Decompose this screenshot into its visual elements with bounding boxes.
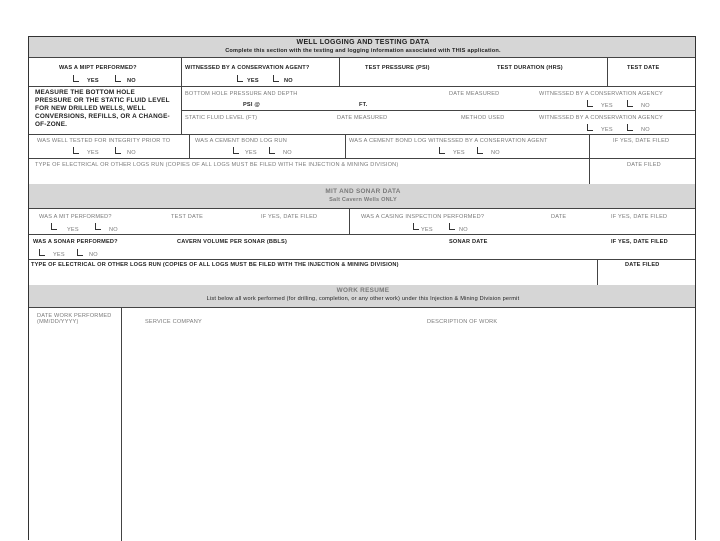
conservation-agency-2-label: WITNESSED BY A CONSERVATION AGENCY <box>539 115 663 121</box>
sonar-question-label: WAS A SONAR PERFORMED? <box>33 239 118 245</box>
sonar-if-yes-label: IF YES, DATE FILED <box>611 239 668 245</box>
mit-yes-checkbox[interactable] <box>51 223 57 230</box>
well-logging-title: WELL LOGGING AND TESTING DATA <box>296 39 430 46</box>
well-logging-subtitle: Complete this section with the testing and logging information associated with THIS application. <box>225 48 501 54</box>
casing-yes-checkbox[interactable] <box>413 223 419 230</box>
integrity-no-checkbox[interactable] <box>115 147 121 154</box>
casing-date-label: DATE <box>551 214 567 220</box>
agency-yes-checkbox[interactable] <box>587 100 593 107</box>
company-col-header: SERVICE COMPANY <box>145 319 202 325</box>
witnessed-yes-label: YES <box>247 78 259 84</box>
bond-yes-label: YES <box>245 150 257 156</box>
cement-no-label: NO <box>491 150 500 156</box>
cement-yes-checkbox[interactable] <box>439 147 445 154</box>
ft-label: FT. <box>359 102 368 108</box>
bond-no-checkbox[interactable] <box>269 147 275 154</box>
sonar-date-label: SONAR DATE <box>449 239 488 245</box>
bond-question-label: WAS A CEMENT BOND LOG RUN <box>195 138 288 144</box>
sonar-yes-label: YES <box>53 252 65 258</box>
mit-yes-label: YES <box>67 227 79 233</box>
casing-yes-label: YES <box>421 227 433 233</box>
mit-logs-run-label: TYPE OF ELECTRICAL OR OTHER LOGS RUN (COPIES OF ALL LOGS MUST BE FILED WITH THE INJECTION & MINING DIVISION) <box>31 262 399 268</box>
sonar-no-checkbox[interactable] <box>77 249 83 256</box>
agency2-no-label: NO <box>641 127 650 133</box>
bond-yes-checkbox[interactable] <box>233 147 239 154</box>
bhp-question-label: MEASURE THE BOTTOM HOLE PRESSURE OR THE STATIC FLUID LEVEL FOR NEW DRILLED WELLS, WELL CONVERSIONS, REFILLS, OR A CHANGE-OF-ZONE. <box>35 89 170 128</box>
cavern-volume-label: CAVERN VOLUME PER SONAR (BBLS) <box>177 239 288 245</box>
agency-yes-label: YES <box>601 103 613 109</box>
casing-if-yes-label: IF YES, DATE FILED <box>611 214 668 220</box>
casing-question-label: WAS A CASING INSPECTION PERFORMED? <box>361 214 485 220</box>
integrity-yes-checkbox[interactable] <box>73 147 79 154</box>
witnessed-question-label: WITNESSED BY A CONSERVATION AGENT? <box>185 65 310 71</box>
mit-question-label: WAS A MIT PERFORMED? <box>39 214 112 220</box>
witnessed-no-label: NO <box>284 78 293 84</box>
method-used-label: METHOD USED <box>461 115 505 121</box>
date-col-header: DATE WORK PERFORMED (MM/DD/YYYY) <box>37 313 112 325</box>
test-date-label: TEST DATE <box>627 65 660 71</box>
mit-no-checkbox[interactable] <box>95 223 101 230</box>
test-pressure-label: TEST PRESSURE (PSI) <box>365 65 430 71</box>
conservation-agency-label: WITNESSED BY A CONSERVATION AGENCY <box>539 91 663 97</box>
mit-if-yes-label: IF YES, DATE FILED <box>261 214 318 220</box>
mit-sonar-subtitle: Salt Cavern Wells ONLY <box>329 197 397 203</box>
mit-test-date-label: TEST DATE <box>171 214 204 220</box>
well-form <box>28 36 696 540</box>
integrity-yes-label: YES <box>87 150 99 156</box>
description-col-header: DESCRIPTION OF WORK <box>427 319 498 325</box>
cement-yes-label: YES <box>453 150 465 156</box>
mipt-question-label: WAS A MIPT PERFORMED? <box>59 65 137 71</box>
cement-no-checkbox[interactable] <box>477 147 483 154</box>
mit-no-label: NO <box>109 227 118 233</box>
casing-no-checkbox[interactable] <box>449 223 455 230</box>
agency2-yes-label: YES <box>601 127 613 133</box>
sonar-yes-checkbox[interactable] <box>39 249 45 256</box>
test-duration-label: TEST DURATION (HRS) <box>497 65 563 71</box>
witnessed-yes-checkbox[interactable] <box>237 75 243 82</box>
mipt-no-checkbox[interactable] <box>115 75 121 82</box>
mit-date-filed-label: DATE FILED <box>625 262 660 268</box>
agency2-yes-checkbox[interactable] <box>587 124 593 131</box>
casing-no-label: NO <box>459 227 468 233</box>
sonar-no-label: NO <box>89 252 98 258</box>
mipt-yes-label: YES <box>87 78 99 84</box>
mipt-yes-checkbox[interactable] <box>73 75 79 82</box>
bond-no-label: NO <box>283 150 292 156</box>
work-resume-title: WORK RESUME <box>336 287 390 294</box>
mit-sonar-title: MIT AND SONAR DATA <box>325 188 401 195</box>
agency2-no-checkbox[interactable] <box>627 124 633 131</box>
static-fluid-label: STATIC FLUID LEVEL (FT) <box>185 115 258 121</box>
date-filed-label: DATE FILED <box>627 162 661 168</box>
date-measured-2-label: DATE MEASURED <box>337 115 388 121</box>
date-measured-label: DATE MEASURED <box>449 91 500 97</box>
agency-no-label: NO <box>641 103 650 109</box>
logs-run-label: TYPE OF ELECTRICAL OR OTHER LOGS RUN (COPIES OF ALL LOGS MUST BE FILED WITH THE INJECTION & MINING DIVISION) <box>35 162 399 168</box>
integrity-no-label: NO <box>127 150 136 156</box>
work-resume-body[interactable] <box>122 327 696 541</box>
mipt-no-label: NO <box>127 78 136 84</box>
bhp-depth-label: BOTTOM HOLE PRESSURE AND DEPTH <box>185 91 298 97</box>
psi-label: PSI @ <box>243 102 261 108</box>
agency-no-checkbox[interactable] <box>627 100 633 107</box>
witnessed-no-checkbox[interactable] <box>273 75 279 82</box>
integrity-question-label: WAS WELL TESTED FOR INTEGRITY PRIOR TO <box>37 138 171 144</box>
work-resume-subtitle: List below all work performed (for drilling, completion, or any other work) under this Injection & Mining Division permit <box>206 296 520 302</box>
if-yes-filed-label: IF YES, DATE FILED <box>613 138 670 144</box>
cement-question-label: WAS A CEMENT BOND LOG WITNESSED BY A CONSERVATION AGENT <box>349 138 548 144</box>
